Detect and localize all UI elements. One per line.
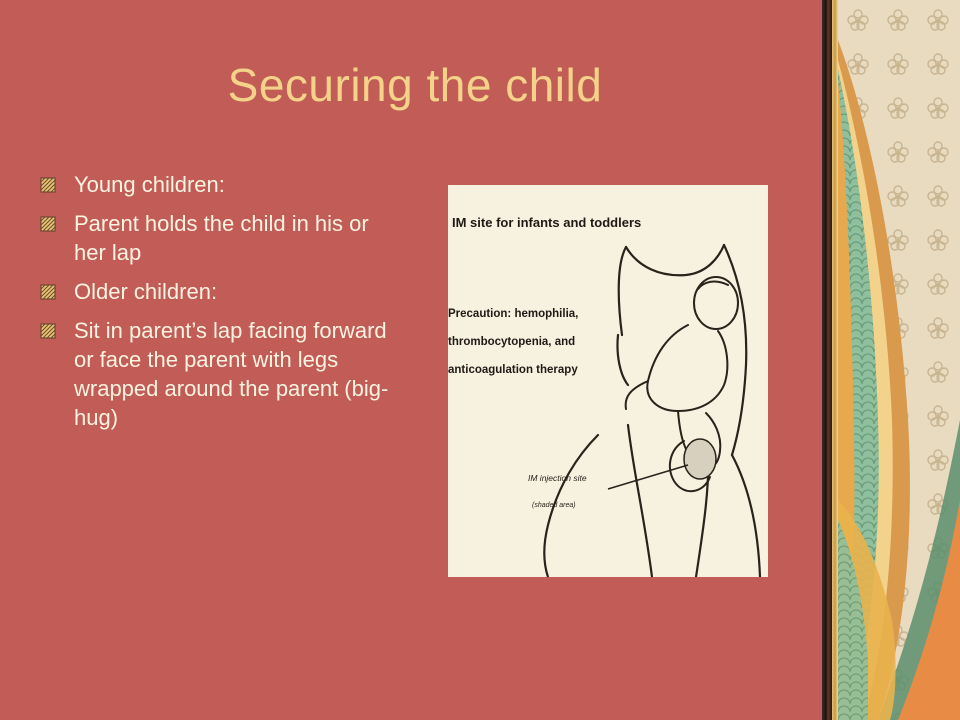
im-site-illustration — [448, 185, 768, 577]
bullet-text: Older children: — [74, 279, 218, 304]
bullet-item — [40, 209, 390, 267]
hatched-square-bullet-icon — [40, 284, 56, 300]
slide-title: Securing the child — [227, 59, 603, 111]
hatched-square-bullet-icon — [40, 177, 56, 193]
hatched-square-bullet-icon — [40, 323, 56, 339]
bullet-text: Parent holds the child in his or her lap — [74, 211, 369, 265]
bullet-text: Young children: — [74, 172, 225, 197]
shaded-injection-area — [684, 439, 716, 479]
bullet-item — [40, 277, 390, 306]
figure-precaution-line-1: Precaution: hemophilia, — [448, 308, 579, 320]
bullet-item — [40, 316, 390, 432]
bullet-item — [40, 170, 390, 199]
injection-sublabel: (shaded area) — [532, 502, 576, 509]
figure-heading: IM site for infants and toddlers — [452, 215, 642, 230]
figure-precaution-line-2: thrombocytopenia, and — [448, 336, 576, 348]
injection-label: IM injection site — [528, 473, 587, 483]
bullet-list — [40, 170, 390, 442]
bullet-text: Sit in parent’s lap facing forward or face the parent with legs wrapped around the parent (big-hug) — [74, 318, 389, 430]
decorative-side-panel — [838, 0, 960, 720]
hatched-square-bullet-icon — [40, 216, 56, 232]
figure-precaution-line-3: anticoagulation therapy — [448, 364, 578, 376]
decorative-pattern — [838, 0, 960, 720]
illustration-drawing — [448, 185, 768, 577]
